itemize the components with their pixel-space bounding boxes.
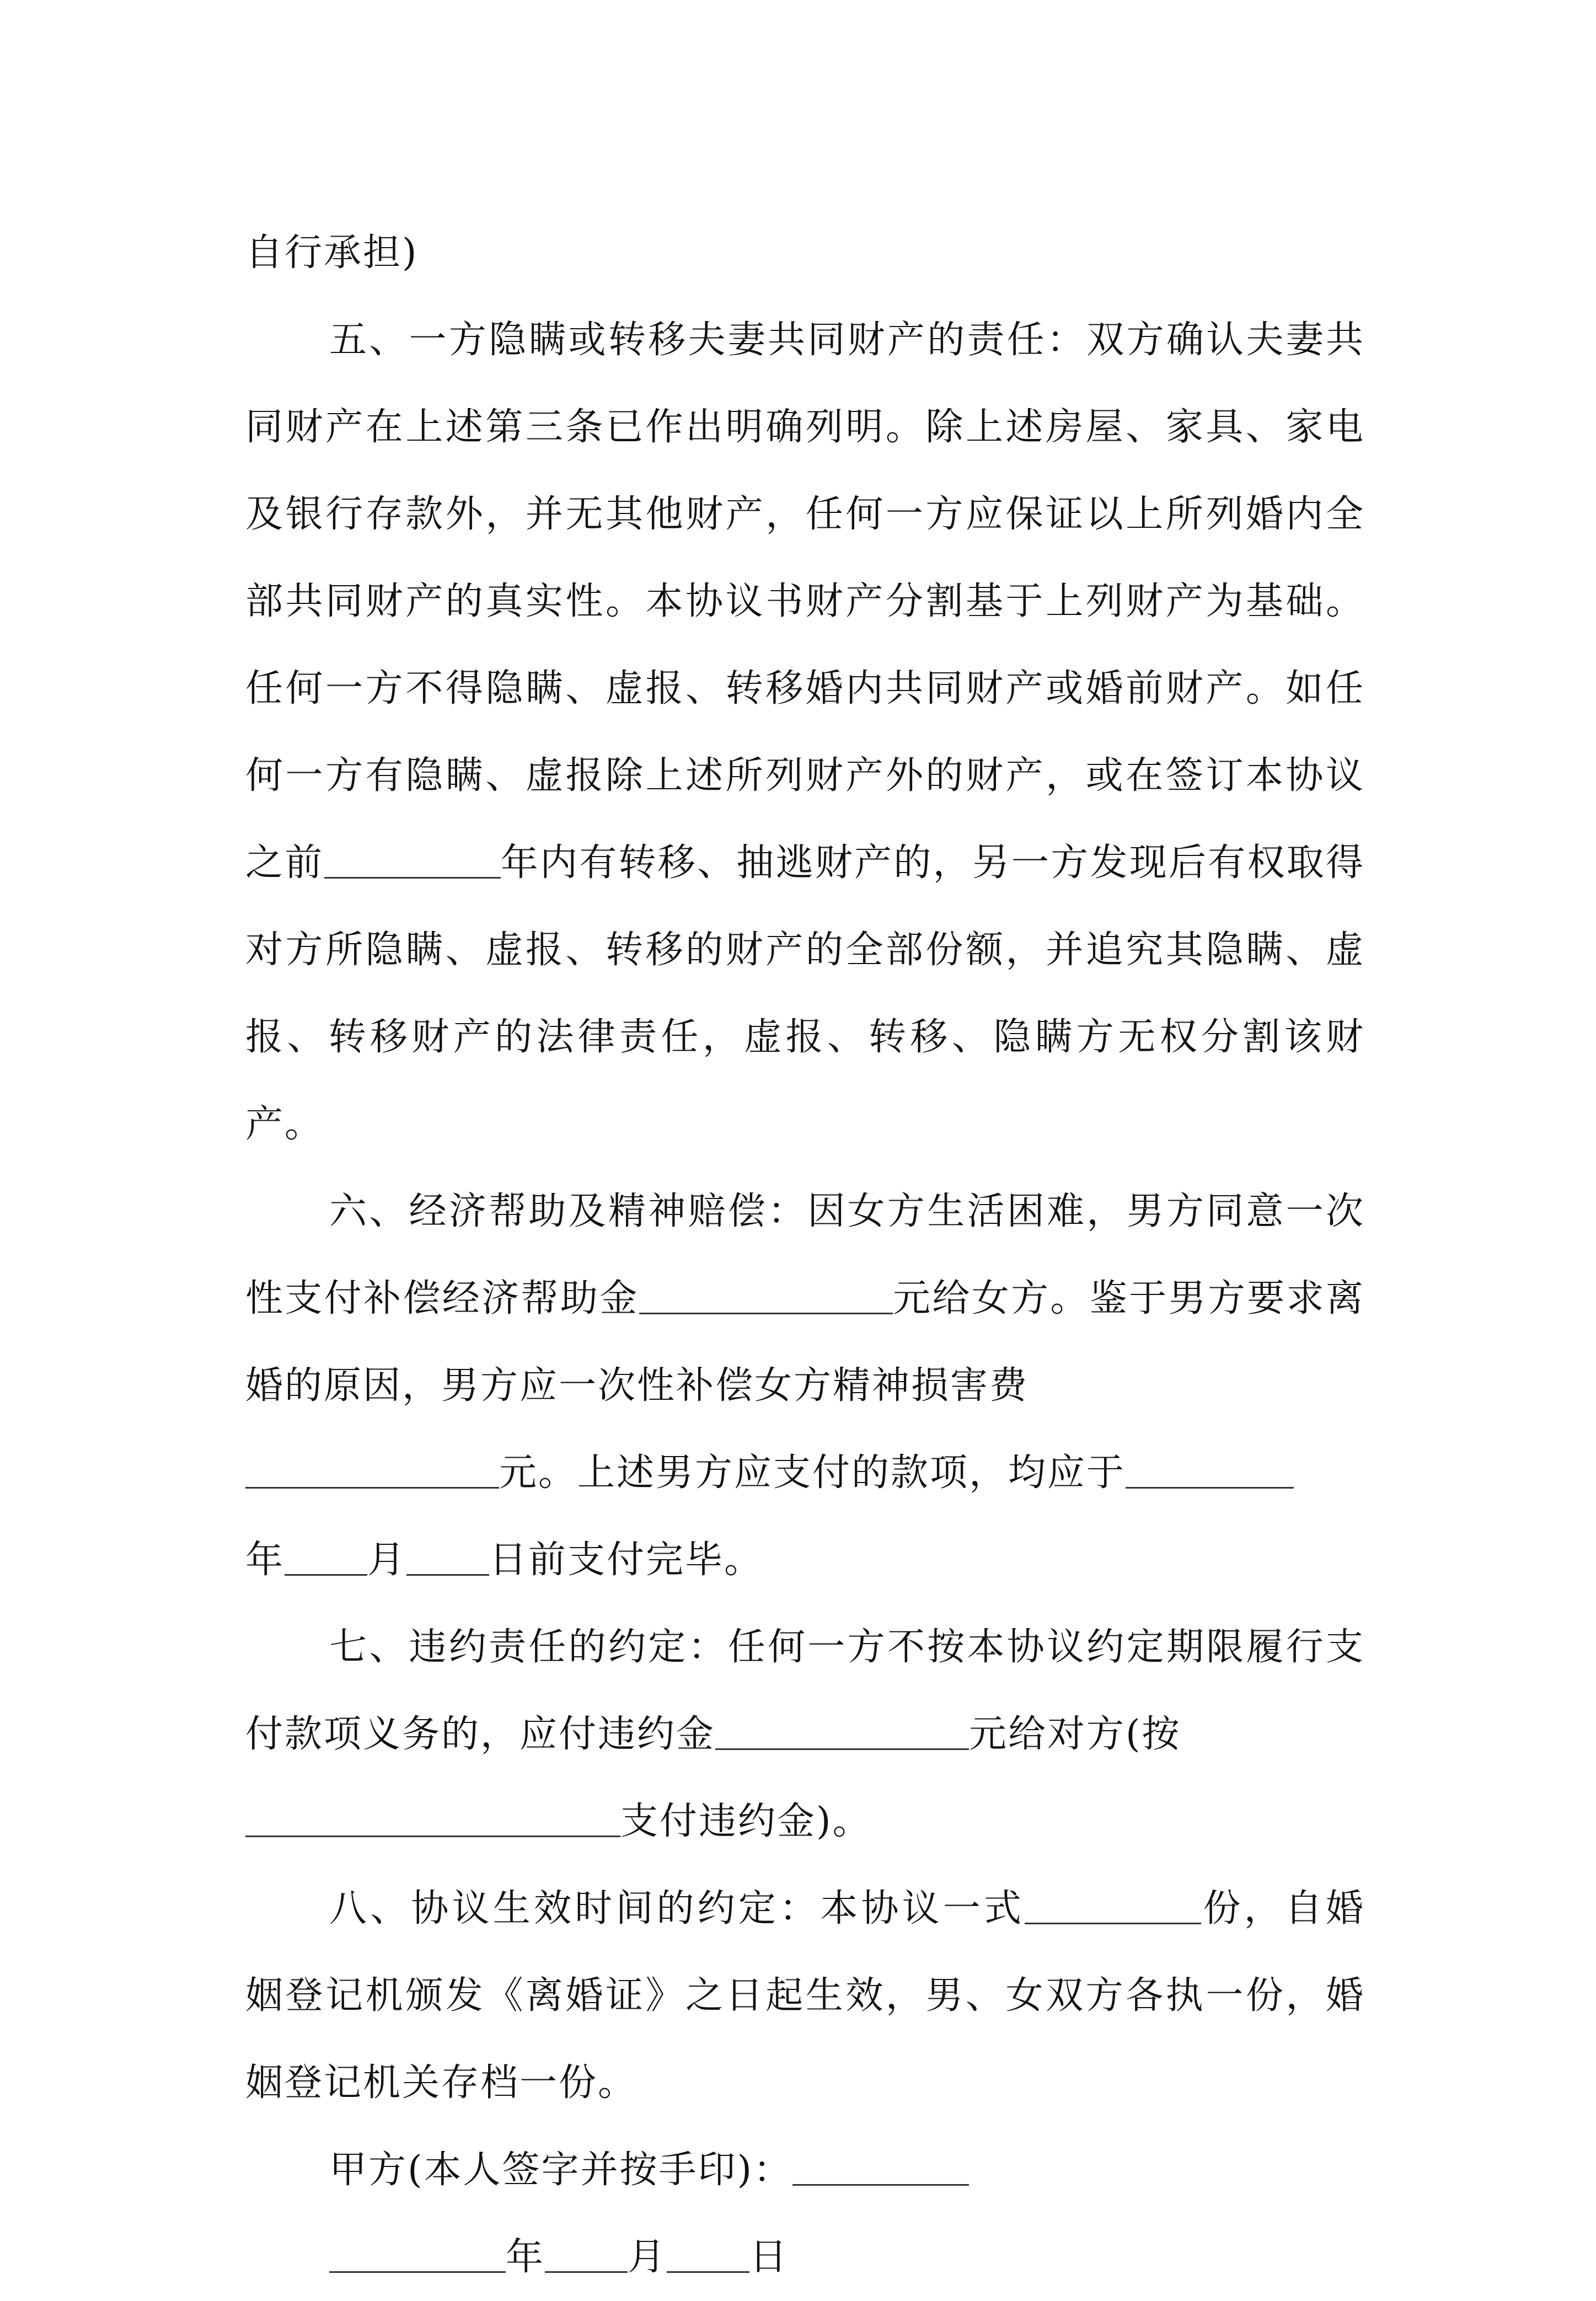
- text-run: 五、一方隐瞒或转移夫妻共同财产的责任：双方确认夫妻共同财产在上述第三条已作出明确列明。除上述房屋、家具、家电及银行存款外，并无其他财产，任何一方应保证以上所列婚内全部共同财产的真实性。本协议书财产分割基于上列财产为基础。任何一方不得隐瞒、虚报、转移婚内共同财产或婚前财产。如任何一方有隐瞒、虚报除上述所列财产外的财产，或在签订本协议之前: [245, 318, 1365, 885]
- blank-years-field[interactable]: [324, 844, 501, 879]
- document-body: [245, 210, 1365, 2301]
- text-run: 年内有转移、抽逃财产的，另一方发现后有权取得对方所隐瞒、虚报、转移的财产的全部份额，并追究其隐瞒、虚报、转移财产的法律责任，虚报、转移、隐瞒方无权分割该财产。: [245, 841, 1365, 1146]
- date-year-label: 年: [506, 2235, 545, 2279]
- text-run: 八、协议生效时间的约定：本协议一式: [329, 1887, 1025, 1930]
- text-run: 日前支付完毕。: [489, 1538, 764, 1582]
- date-day-field[interactable]: [667, 2238, 749, 2273]
- clause-6-economic-assistance: [245, 1168, 1365, 1604]
- blank-payment-year-prefix-field[interactable]: [1126, 1454, 1294, 1489]
- clause-8-effective-date: [245, 1865, 1365, 2127]
- text-run: 支付违约金)。: [620, 1800, 872, 1843]
- clause-5-concealment-liability: [245, 297, 1365, 1168]
- text-run: 元给女方。鉴于男方要求离婚的原因，男方应一次性补偿女方精神损害费: [245, 1277, 1365, 1408]
- text-run: 元。上述男方应支付的款项，均应于: [499, 1451, 1126, 1495]
- blank-penalty-amount-field[interactable]: [715, 1715, 969, 1750]
- text-run: 份，自婚姻登记机颁发《离婚证》之日起生效，男、女双方各执一份，婚姻登记机关存档一份。: [245, 1887, 1365, 2105]
- text-run: 自行承担): [245, 231, 419, 275]
- blank-compensation-amount-field[interactable]: [245, 1454, 499, 1489]
- date-month-label: 月: [628, 2235, 667, 2279]
- clause-7-breach-liability: [245, 1604, 1365, 1865]
- signature-date-line: [245, 2214, 1365, 2301]
- date-month-field[interactable]: [545, 2238, 628, 2273]
- text-run: 月: [367, 1538, 407, 1582]
- date-year-field[interactable]: [329, 2238, 506, 2273]
- blank-payment-day-field[interactable]: [406, 1541, 489, 1576]
- blank-penalty-basis-field[interactable]: [245, 1802, 620, 1837]
- text-run: 元给对方(按: [969, 1713, 1181, 1756]
- signature-label: 甲方(本人签字并按手印)：: [329, 2148, 793, 2192]
- paragraph-continuation: [245, 210, 1365, 297]
- date-day-label: 日: [749, 2235, 789, 2279]
- party-a-signature-line: [245, 2127, 1365, 2214]
- blank-payment-month-field[interactable]: [285, 1541, 367, 1576]
- text-run: 年: [245, 1538, 285, 1582]
- blank-copies-count-field[interactable]: [1025, 1890, 1201, 1924]
- text-run: 七、违约责任的约定：任何一方不按本协议约定期限履行支付款项义务的，应付违约金: [245, 1625, 1365, 1756]
- text-run: 六、经济帮助及精神赔偿：因女方生活困难，男方同意一次性支付补偿经济帮助金: [245, 1190, 1365, 1320]
- blank-assistance-amount-field[interactable]: [639, 1280, 893, 1314]
- party-a-signature-field[interactable]: [792, 2151, 969, 2186]
